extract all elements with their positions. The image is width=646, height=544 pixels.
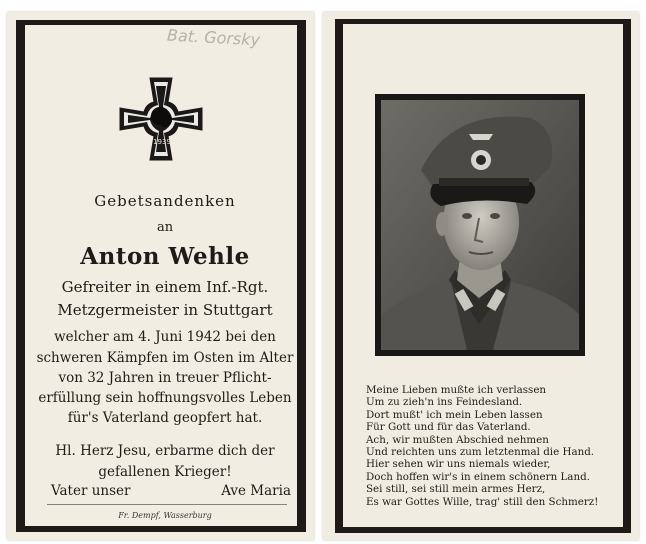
prayer-row bbox=[51, 483, 291, 499]
text-line: schweren Kämpfen im Osten im Alter bbox=[36, 350, 294, 366]
text-line: für's Vaterland geopfert hat. bbox=[67, 410, 263, 426]
text-line: von 32 Jahren in treuer Pflicht- bbox=[58, 370, 272, 386]
rank: Gefreiter in einem Inf.-Rgt. bbox=[61, 278, 269, 296]
to-label: an bbox=[156, 220, 174, 235]
prayer-line: gefallenen Krieger! bbox=[98, 464, 232, 480]
poem-line: Und reichten uns zum letztenmal die Hand. bbox=[366, 446, 595, 459]
portrait-frame bbox=[375, 94, 585, 356]
cross-year: 1939 bbox=[153, 138, 171, 146]
prayer-right: Ave Maria bbox=[221, 483, 291, 499]
pencil-annotation: Bat. Gorsky bbox=[166, 25, 261, 50]
poem-line: Sei still, sei still mein armes Herz, bbox=[366, 483, 546, 496]
deceased-name: Anton Wehle bbox=[80, 243, 250, 270]
prayer-left: Vater unser bbox=[51, 483, 131, 499]
poem-line: Meine Lieben mußte ich verlassen bbox=[366, 384, 547, 396]
poem-line: Doch hoffen wir's in einem schönern Land. bbox=[366, 470, 590, 483]
iron-cross-icon bbox=[116, 74, 206, 164]
divider bbox=[47, 504, 287, 505]
memorial-card-front bbox=[7, 12, 314, 540]
poem bbox=[366, 384, 636, 508]
poem-line: Dort mußt' ich mein Leben lassen bbox=[366, 408, 543, 421]
printer-credit: Fr. Dempf, Wasserburg bbox=[118, 511, 212, 520]
poem-line: Hier sehen wir uns niemals wieder, bbox=[366, 458, 551, 471]
text-line: welcher am 4. Juni 1942 bei den bbox=[54, 329, 276, 345]
profession: Metzgermeister in Stuttgart bbox=[57, 301, 273, 319]
prayer-line: Hl. Herz Jesu, erbarme dich der bbox=[55, 443, 275, 459]
soldier-portrait bbox=[381, 100, 579, 350]
memorial-card-back bbox=[323, 12, 639, 540]
poem-line: Um zu zieh'n ins Feindesland. bbox=[366, 396, 523, 409]
poem-line: Ach, wir mußten Abschied nehmen bbox=[366, 433, 549, 446]
text-line: erfüllung sein hoffnungsvolles Leben bbox=[38, 390, 292, 406]
poem-line: Es war Gottes Wille, trag' still den Schmerz! bbox=[366, 495, 599, 508]
poem-line: Für Gott und für das Vaterland. bbox=[366, 421, 531, 434]
heading: Gebetsandenken bbox=[94, 192, 236, 210]
